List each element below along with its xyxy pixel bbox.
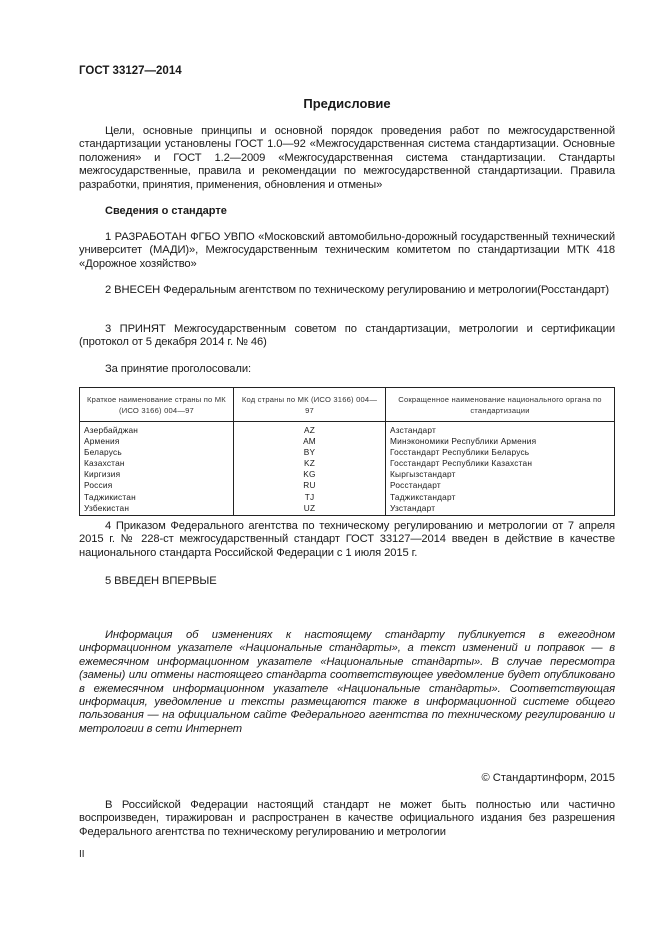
page-title: Предисловие (303, 96, 391, 111)
cell-agency: Госстандарт Республики Казахстан (386, 458, 615, 469)
cell-agency: Узстандарт (386, 503, 615, 516)
cell-code: RU (234, 480, 386, 491)
cell-country: Азербайджан (80, 422, 234, 437)
item-1: 1 РАЗРАБОТАН ФГБО УВПО «Московский автомобильно-дорожный государственный технический университет (МАДИ)», Межгосударственным техническим комитетом по стандартизации МТК 418 «Дорожное хозяйство» (79, 231, 615, 270)
column-header-country: Краткое наименование страны по МК (ИСО 3166) 004—97 (80, 388, 234, 422)
table-row (80, 503, 615, 516)
cell-country: Казахстан (80, 458, 234, 469)
cell-country: Киргизия (80, 469, 234, 480)
cell-code: UZ (234, 503, 386, 516)
cell-code: AM (234, 436, 386, 447)
cell-country: Армения (80, 436, 234, 447)
reproduction-notice: В Российской Федерации настоящий стандарт не может быть полностью или частично воспроизведен, тиражирован и распространен в качестве официального издания без разрешения Федерального агентства по техническому регулированию и метрологии (79, 799, 615, 838)
table-header-row (80, 388, 615, 422)
item-2: 2 ВНЕСЕН Федеральным агентством по техническому регулированию и метрологии(Росстандарт) (105, 284, 610, 296)
info-notice: Информация об изменениях к настоящему стандарту публикуется в ежегодном информационном указателе «Национальные стандарты», а текст изменений и поправок — в ежемесячном информационном указателе «Национальные стандарты». В случае пересмотра (замены) или отмены настоящего стандарта соответствующее уведомление будет опубликовано в ежемесячном информационном указателе «Национальные стандарты». Соответствующая информация, уведомление и тексты размещаются также в информационной системе общего пользования — на официальном сайте Федерального агентства по техническому регулированию и метрологии в сети Интернет (79, 629, 615, 735)
cell-code: BY (234, 447, 386, 458)
vote-label: За принятие проголосовали: (105, 363, 252, 375)
table-row (80, 492, 615, 503)
cell-code: KG (234, 469, 386, 480)
voting-table (79, 387, 615, 516)
table-row (80, 469, 615, 480)
copyright: © Стандартинформ, 2015 (481, 772, 615, 784)
cell-code: AZ (234, 422, 386, 437)
table-row (80, 422, 615, 437)
cell-agency: Минэкономики Республики Армения (386, 436, 615, 447)
cell-country: Таджикистан (80, 492, 234, 503)
table-row (80, 447, 615, 458)
table-row (80, 480, 615, 491)
cell-agency: Азстандарт (386, 422, 615, 437)
cell-code: TJ (234, 492, 386, 503)
column-header-code: Код страны по МК (ИСО 3166) 004—97 (234, 388, 386, 422)
page-number: II (79, 849, 85, 860)
section-heading: Сведения о стандарте (105, 205, 227, 217)
cell-code: KZ (234, 458, 386, 469)
cell-agency: Росстандарт (386, 480, 615, 491)
item-4: 4 Приказом Федерального агентства по техническому регулированию и метрологии от 7 апреля 2015 г. № 228-ст межгосударственный стандарт ГОСТ 33127—2014 введен в действие в качестве национального стандарта Российской Федерации с 1 июля 2015 г. (79, 520, 615, 559)
table-row (80, 458, 615, 469)
cell-country: Узбекистан (80, 503, 234, 516)
cell-country: Россия (80, 480, 234, 491)
cell-agency: Таджикстандарт (386, 492, 615, 503)
intro-paragraph: Цели, основные принципы и основной порядок проведения работ по межгосударственной стандартизации установлены ГОСТ 1.0—92 «Межгосударственная система стандартизации. Основные положения» и ГОСТ 1.2—2009 «Межгосударственная система стандартизации. Стандарты межгосударственные, правила и рекомендации по межгосударственной стандартизации. Правила разработки, принятия, применения, обновления и отмены» (79, 125, 615, 191)
column-header-agency: Сокращенное наименование национального органа по стандартизации (386, 388, 615, 422)
document-number: ГОСТ 33127—2014 (79, 65, 182, 77)
cell-agency: Госстандарт Республики Беларусь (386, 447, 615, 458)
item-3: 3 ПРИНЯТ Межгосударственным советом по стандартизации, метрологии и сертификации (протокол от 5 декабря 2014 г. № 46) (79, 323, 615, 349)
cell-agency: Кыргызстандарт (386, 469, 615, 480)
cell-country: Беларусь (80, 447, 234, 458)
item-5: 5 ВВЕДЕН ВПЕРВЫЕ (105, 575, 217, 587)
table-row (80, 436, 615, 447)
